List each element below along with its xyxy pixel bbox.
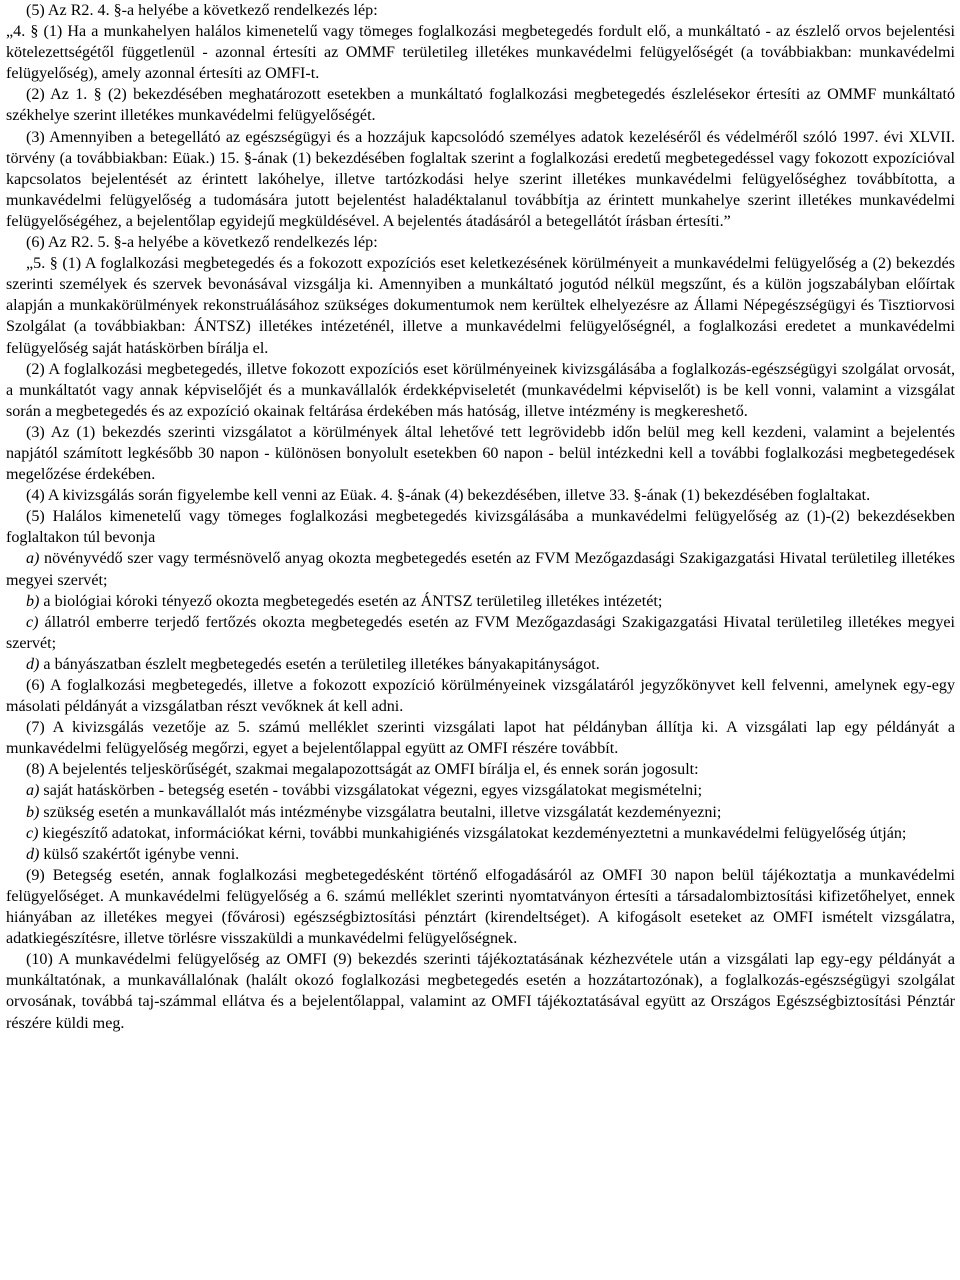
list-item-5-5-b: [6, 591, 955, 612]
paragraph-text: (3) Amennyiben a betegellátó az egészségügyi és a hozzájuk kapcsolódó személyes adatok kezeléséről és védelméről szóló 1997. évi XLVII. törvény (a továbbiakban: Eüak.) 15. §-ának (1) bekezdésében foglaltak szerint a foglalkozási eredetű megbetegedéssel vagy fokozott expozícióval kapcsolatos bejelentését az érintett lakóhelye, illetve tartózkodási helye szerint illetékes munkavédelmi felügyelőséghez továbbította, a munkavédelmi felügyelőség a tudomására jutott bejelentést haladéktalanul továbbítja az érintett munkahelye szerint illetékes munkavédelmi felügyelőségéhez, a bejelentőlap egyidejű megküldésével. A bejelentés átadásáról a betegellátót írásban értesíti.”: [6, 128, 955, 230]
list-item-text: a biológiai kóroki tényező okozta megbetegedés esetén az ÁNTSZ területileg illetékes intézetét;: [39, 592, 663, 610]
paragraph-5-2: [6, 359, 955, 422]
paragraph-text: (9) Betegség esetén, annak foglalkozási megbetegedésként történő elfogadásáról az OMFI 30 napon belül tájékoztatja a munkavédelmi felügyelőséget. A munkavédelmi felügyelőség a 6. számú melléklet szerinti nyomtatványon értesíti a társadalombiztosítási kifizetőhelyet, ennek hiányában az illetékes megyei (fővárosi) egészségbiztosítási pénztárt (kirendeltséget). A kifogásolt eseteket az OMFI ismételt vizsgálatra, adatkiegészítésre, illetve törlésre visszaküldi a munkavédelmi felügyelőségnek.: [6, 866, 955, 948]
paragraph-5-6: [6, 675, 955, 717]
paragraph-text: (3) Az (1) bekezdés szerinti vizsgálatot a körülmények által lehetővé tett legrövidebb időn belül meg kell kezdeni, valamint a bejelentés napjától számított legkésőbb 30 napon - különösen bonyolult esetekben 60 napon - belül intézkedni kell a további foglalkozási megbetegedések megelőzése érdekében.: [6, 423, 955, 484]
list-item-text: saját hatáskörben - betegség esetén - további vizsgálatokat végezni, egyes vizsgálatokat megismételni;: [39, 782, 703, 800]
paragraph-5-8: [6, 759, 955, 780]
list-item-label: b): [26, 803, 40, 821]
paragraph-text: (5) Halálos kimenetelű vagy tömeges foglalkozási megbetegedés kivizsgálásába a munkavédelmi felügyelőség az (1)-(2) bekezdésekben foglaltakon túl bevonja: [6, 508, 955, 547]
list-item-label: b): [26, 592, 40, 610]
paragraph-text: „4. § (1) Ha a munkahelyen halálos kimenetelű vagy tömeges foglalkozási megbetegedés fordult elő, a munkáltató - az észlelő orvos bejelentési kötelezettségétől függetlenül - azonnal értesíti az OMMF területileg illetékes munkavédelmi felügyelőségét (a továbbiakban: munkavédelmi felügyelőség), amely azonnal értesíti az OMFI-t.: [6, 23, 955, 83]
list-item-5-8-d: [6, 844, 955, 865]
paragraph-text: (7) A kivizsgálás vezetője az 5. számú melléklet szerinti vizsgálati lapot hat példányban állítja ki. A vizsgálati lap egy példányát a munkavédelmi felügyelőség megőrzi, egyet a bejelentőlappal együtt az OMFI részére továbbít.: [6, 719, 955, 758]
paragraph-text: (8) A bejelentés teljeskörűségét, szakmai megalapozottságát az OMFI bírálja el, és ennek során jogosult:: [26, 761, 699, 779]
list-item-5-8-b: [6, 802, 955, 823]
paragraph-5-3: [6, 422, 955, 485]
paragraph-4-3: [6, 127, 955, 232]
list-item-label: d): [26, 845, 40, 863]
list-item-5-5-d: [6, 654, 955, 675]
list-item-5-5-c: [6, 612, 955, 654]
list-item-text: állatról emberre terjedő fertőzés okozta megbetegedés esetén az FVM Mezőgazdasági Szakigazgatási Hivatal területileg illetékes megyei szervét;: [6, 613, 955, 652]
paragraph-text: (6) Az R2. 5. §-a helyébe a következő rendelkezés lép:: [26, 234, 378, 252]
paragraph-5-4: [6, 485, 955, 506]
paragraph-text: (2) A foglalkozási megbetegedés, illetve fokozott expozíciós eset körülményeinek kivizsgálásába a foglalkozás-egészségügyi szolgálat orvosát, a munkáltatót vagy annak képviselőjét és a munkavállalók érdekképviseletét (munkavédelmi képviselőt) is be kell vonni, valamint a vizsgálat során a megbetegedés és az expozíció okainak feltárása érdekében más hatóság, illetve intézmény is megkereshető.: [6, 360, 955, 420]
paragraph-5-1: [6, 253, 955, 358]
list-item-label: d): [26, 655, 40, 673]
list-item-label: a): [26, 782, 40, 800]
paragraph-text: (10) A munkavédelmi felügyelőség az OMFI (9) bekezdés szerinti tájékoztatásának kézhezvétele után a vizsgálati lap egy-egy példányát a munkáltatónak, a munkavállalónak (halált okozó foglalkozási megbetegedés esetén a hozzátartozónak), a foglalkozás-egészségügyi szolgálat orvosának, továbbá taj-számmal ellátva és a bejelentőlappal, valamint az OMFI tájékoztatásával együtt az Országos Egészségbiztosítási Pénztár részére küldi meg.: [6, 951, 955, 1032]
paragraph-5-5: [6, 506, 955, 548]
list-item-5-5-a: [6, 548, 955, 590]
list-item-label: a): [26, 550, 40, 568]
list-item-text: a bányászatban észlelt megbetegedés esetén a területileg illetékes bányakapitányságot.: [39, 655, 600, 673]
paragraph-r2-4-intro: [6, 0, 955, 21]
paragraph-4-1: [6, 21, 955, 84]
list-item-text: kiegészítő adatokat, információkat kérni, további munkahigiénés vizsgálatokat kezdeményeztetni a munkavédelmi felügyelőség útján;: [38, 824, 907, 842]
paragraph-5-7: [6, 717, 955, 759]
list-item-text: szükség esetén a munkavállalót más intézménybe vizsgálatra beutalni, illetve vizsgálatát kezdeményezni;: [39, 803, 722, 821]
paragraph-text: (6) A foglalkozási megbetegedés, illetve a fokozott expozíció körülményeinek vizsgálatáról jegyzőkönyvet kell felvenni, amelynek egy-egy másolati példányát a vizsgálatban részt vevőknek át kell adni.: [6, 677, 955, 716]
paragraph-5-10: [6, 949, 955, 1033]
paragraph-5-9: [6, 865, 955, 949]
list-item-5-8-c: [6, 823, 955, 844]
paragraph-text: „5. § (1) A foglalkozási megbetegedés és a fokozott expozíciós eset keletkezésének körülményeit a munkavédelmi felügyelőség a (2) bekezdés szerinti személyek és szervek bevonásával vizsgálja ki. Amennyiben a munkáltató jogutód nélkül megszűnt, és a külön jogszabályban előírtak alapján a munkakörülmények rekonstruálásához szükséges dokumentumok nem kerültek elhelyezésre az Állami Népegészségügyi és Tisztiorvosi Szolgálat (a továbbiakban: ÁNTSZ) illetékes intézeténél, illetve a munkavédelmi felügyelőségnél, a foglalkozási eredetet a munkavédelmi felügyelőség saját hatáskörben bírálja el.: [6, 255, 955, 357]
list-item-label: c): [26, 824, 39, 842]
paragraph-4-2: [6, 84, 955, 126]
paragraph-r2-5-intro: [6, 232, 955, 253]
paragraph-text: (4) A kivizsgálás során figyelembe kell venni az Eüak. 4. §-ának (4) bekezdésében, illetve 33. §-ának (1) bekezdésében foglaltakat.: [26, 487, 871, 505]
paragraph-text: (5) Az R2. 4. §-a helyébe a következő rendelkezés lép:: [26, 2, 378, 19]
list-item-text: növényvédő szer vagy termésnövelő anyag okozta megbetegedés esetén az FVM Mezőgazdasági Szakigazgatási Hivatal területileg illetékes megyei szervét;: [6, 550, 955, 589]
list-item-text: külső szakértőt igénybe venni.: [39, 845, 240, 863]
list-item-5-8-a: [6, 780, 955, 801]
paragraph-text: (2) Az 1. § (2) bekezdésében meghatározott esetekben a munkáltató foglalkozási megbetegedés észlelésekor értesíti az OMMF munkáltató székhelye szerint illetékes munkavédelmi felügyelőségét.: [6, 86, 955, 125]
list-item-label: c): [26, 613, 39, 631]
